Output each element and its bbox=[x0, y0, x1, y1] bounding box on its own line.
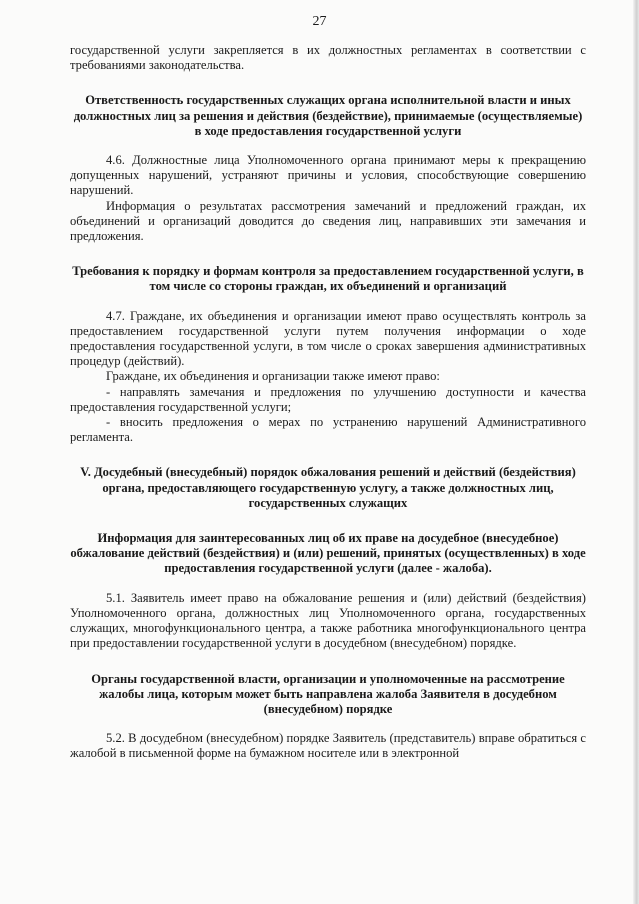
section-heading: Ответственность государственных служащих органа исполнительной власти и иных должностных лиц за решения и действия (бездействие), принимаемые (осуществляемые) в ходе предоставления государственной услуги bbox=[73, 93, 583, 138]
section-heading: Требования к порядку и формам контроля за предоставлением государственной услуги, в том числе со стороны граждан, их объединений и организаций bbox=[72, 264, 584, 294]
paragraph: Граждане, их объединения и организации также имеют право: bbox=[106, 369, 440, 384]
paragraph: - вносить предложения о мерах по устранению нарушений Административного регламента. bbox=[70, 415, 586, 445]
paragraph: 5.1. Заявитель имеет право на обжалование решения и (или) действий (бездействия) Уполномоченного органа, должностных лиц Уполномоченного органа, государственных служащих, многофункционального центра, а также работника многофункционального центра при предоставлении государственной услуги в досудебном (внесудебном) порядке. bbox=[70, 590, 586, 651]
page-body bbox=[70, 43, 586, 762]
spacer bbox=[70, 511, 586, 531]
spacer bbox=[70, 295, 586, 309]
paragraph: 4.6. Должностные лица Уполномоченного органа принимают меры к прекращению допущенных нарушений, устраняют причины и условия, способствующие совершению нарушений. bbox=[70, 153, 586, 198]
spacer bbox=[70, 717, 586, 731]
paragraph: Информация о результатах рассмотрения замечаний и предложений граждан, их объединений и организаций доводится до сведения лиц, направивших эти замечания и предложения. bbox=[70, 198, 586, 244]
spacer bbox=[70, 577, 586, 591]
spacer bbox=[70, 244, 586, 264]
paragraph: государственной услуги закрепляется в их должностных регламентах в соответствии с требованиями законодательства. bbox=[70, 43, 586, 73]
spacer bbox=[70, 652, 586, 672]
section-heading: Информация для заинтересованных лиц об их праве на досудебное (внесудебное) обжалование действий (бездействия) и (или) решений, принятых (осуществленных) в ходе предоставления государственной услуги (далее - жалоба). bbox=[70, 531, 586, 576]
page-edge-shadow bbox=[633, 0, 639, 904]
spacer bbox=[70, 445, 586, 465]
paragraph: 5.2. В досудебном (внесудебном) порядке Заявитель (представитель) вправе обратиться с жалобой в письменной форме на бумажном носителе или в электронной bbox=[70, 731, 586, 761]
paragraph: 4.7. Граждане, их объединения и организации имеют право осуществлять контроль за предоставлением государственной услуги путем получения информации о ходе предоставления государственной услуги, в том числе о сроках завершения административных процедур (действий). bbox=[70, 308, 586, 369]
page-number: 27 bbox=[312, 14, 327, 29]
spacer bbox=[70, 73, 586, 93]
spacer bbox=[70, 139, 586, 153]
section-heading: Органы государственной власти, организации и уполномоченные на рассмотрение жалобы лица, которым может быть направлена жалоба Заявителя в досудебном (внесудебном) порядке bbox=[91, 671, 565, 716]
section-heading: V. Досудебный (внесудебный) порядок обжалования решений и действий (бездействия) органа, предоставляющего государственную услугу, а также должностных лиц, государственных служащих bbox=[80, 465, 576, 510]
paragraph: - направлять замечания и предложения по улучшению доступности и качества предоставления государственной услуги; bbox=[70, 384, 586, 414]
